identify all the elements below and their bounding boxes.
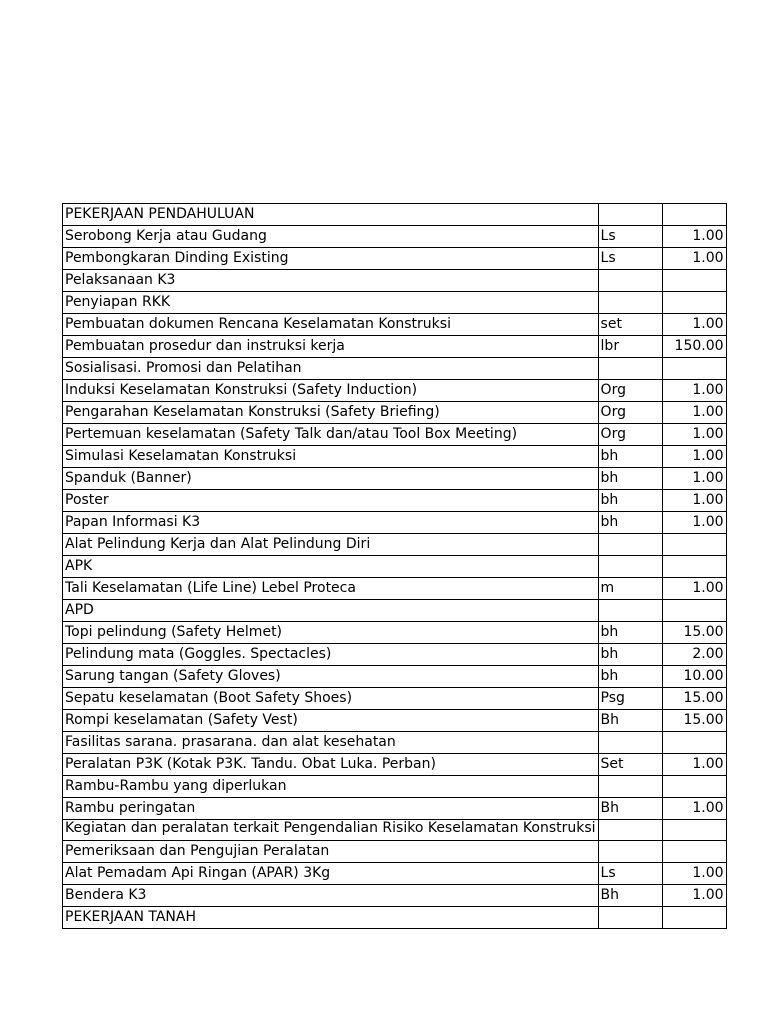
cell-unit bbox=[598, 907, 662, 929]
table-row bbox=[63, 358, 727, 380]
cell-quantity: 10.00 bbox=[662, 666, 726, 688]
table-row bbox=[63, 644, 727, 666]
table-row bbox=[63, 468, 727, 490]
cell-unit: m bbox=[598, 578, 662, 600]
cell-description: Pemeriksaan dan Pengujian Peralatan bbox=[63, 841, 599, 863]
cell-description bbox=[63, 820, 599, 841]
cell-unit: Org bbox=[598, 402, 662, 424]
cell-quantity: 1.00 bbox=[662, 512, 726, 534]
cell-quantity bbox=[662, 732, 726, 754]
table-row bbox=[63, 534, 727, 556]
table-row bbox=[63, 424, 727, 446]
table-row bbox=[63, 622, 727, 644]
cell-description: Fasilitas sarana. prasarana. dan alat kesehatan bbox=[63, 732, 599, 754]
boq-table-body bbox=[63, 204, 727, 929]
table-row bbox=[63, 380, 727, 402]
table-row bbox=[63, 863, 727, 885]
table-row bbox=[63, 270, 727, 292]
cell-unit bbox=[598, 358, 662, 380]
table-row bbox=[63, 600, 727, 622]
cell-unit: Psg bbox=[598, 688, 662, 710]
cell-quantity: 150.00 bbox=[662, 336, 726, 358]
cell-description: Rambu-Rambu yang diperlukan bbox=[63, 776, 599, 798]
cell-description: APK bbox=[63, 556, 599, 578]
cell-unit: Ls bbox=[598, 226, 662, 248]
cell-unit bbox=[598, 292, 662, 314]
cell-description: Bendera K3 bbox=[63, 885, 599, 907]
table-row bbox=[63, 314, 727, 336]
boq-table bbox=[62, 203, 727, 929]
cell-description: Sosialisasi. Promosi dan Pelatihan bbox=[63, 358, 599, 380]
cell-description: Pertemuan keselamatan (Safety Talk dan/atau Tool Box Meeting) bbox=[63, 424, 599, 446]
cell-quantity bbox=[662, 358, 726, 380]
table-row bbox=[63, 798, 727, 820]
cell-quantity: 1.00 bbox=[662, 754, 726, 776]
table-row bbox=[63, 446, 727, 468]
cell-description: Penyiapan RKK bbox=[63, 292, 599, 314]
table-row bbox=[63, 402, 727, 424]
cell-description: Simulasi Keselamatan Konstruksi bbox=[63, 446, 599, 468]
cell-unit bbox=[598, 841, 662, 863]
table-row bbox=[63, 688, 727, 710]
cell-quantity: 1.00 bbox=[662, 578, 726, 600]
table-row bbox=[63, 490, 727, 512]
cell-unit: bh bbox=[598, 666, 662, 688]
cell-description: PEKERJAAN TANAH bbox=[63, 907, 599, 929]
table-row bbox=[63, 754, 727, 776]
cell-quantity bbox=[662, 820, 726, 841]
cell-description: Spanduk (Banner) bbox=[63, 468, 599, 490]
table-row bbox=[63, 820, 727, 841]
cell-description: Tali Keselamatan (Life Line) Lebel Proteca bbox=[63, 578, 599, 600]
cell-unit: Bh bbox=[598, 798, 662, 820]
cell-description: Rambu peringatan bbox=[63, 798, 599, 820]
table-row bbox=[63, 578, 727, 600]
table-row bbox=[63, 732, 727, 754]
cell-unit: lbr bbox=[598, 336, 662, 358]
cell-unit: bh bbox=[598, 446, 662, 468]
cell-unit: bh bbox=[598, 468, 662, 490]
cell-unit bbox=[598, 776, 662, 798]
table-row bbox=[63, 556, 727, 578]
cell-quantity: 1.00 bbox=[662, 468, 726, 490]
cell-quantity: 1.00 bbox=[662, 248, 726, 270]
table-row bbox=[63, 710, 727, 732]
cell-unit: Bh bbox=[598, 885, 662, 907]
cell-quantity: 1.00 bbox=[662, 885, 726, 907]
cell-quantity: 1.00 bbox=[662, 490, 726, 512]
table-row bbox=[63, 248, 727, 270]
cell-quantity bbox=[662, 907, 726, 929]
cell-unit bbox=[598, 600, 662, 622]
table-row bbox=[63, 841, 727, 863]
cell-description: Alat Pelindung Kerja dan Alat Pelindung Diri bbox=[63, 534, 599, 556]
cell-description: Sepatu keselamatan (Boot Safety Shoes) bbox=[63, 688, 599, 710]
cell-quantity: 1.00 bbox=[662, 402, 726, 424]
cell-unit: Ls bbox=[598, 863, 662, 885]
cell-description: Sarung tangan (Safety Gloves) bbox=[63, 666, 599, 688]
cell-description: APD bbox=[63, 600, 599, 622]
table-row bbox=[63, 226, 727, 248]
cell-description: PEKERJAAN PENDAHULUAN bbox=[63, 204, 599, 226]
cell-unit: Org bbox=[598, 424, 662, 446]
cell-quantity bbox=[662, 841, 726, 863]
table-row bbox=[63, 776, 727, 798]
cell-unit: Bh bbox=[598, 710, 662, 732]
cell-unit: set bbox=[598, 314, 662, 336]
cell-description: Serobong Kerja atau Gudang bbox=[63, 226, 599, 248]
cell-unit bbox=[598, 204, 662, 226]
table-row bbox=[63, 885, 727, 907]
cell-unit: Set bbox=[598, 754, 662, 776]
cell-description: Poster bbox=[63, 490, 599, 512]
cell-quantity bbox=[662, 556, 726, 578]
cell-description: Pelaksanaan K3 bbox=[63, 270, 599, 292]
cell-quantity: 1.00 bbox=[662, 226, 726, 248]
table-row bbox=[63, 336, 727, 358]
cell-quantity bbox=[662, 600, 726, 622]
cell-quantity: 1.00 bbox=[662, 380, 726, 402]
cell-unit bbox=[598, 820, 662, 841]
cell-quantity bbox=[662, 534, 726, 556]
cell-description: Papan Informasi K3 bbox=[63, 512, 599, 534]
cell-quantity: 1.00 bbox=[662, 863, 726, 885]
cell-quantity: 15.00 bbox=[662, 688, 726, 710]
cell-quantity: 1.00 bbox=[662, 424, 726, 446]
cell-description: Pelindung mata (Goggles. Spectacles) bbox=[63, 644, 599, 666]
cell-description: Pengarahan Keselamatan Konstruksi (Safety Briefing) bbox=[63, 402, 599, 424]
cell-unit bbox=[598, 732, 662, 754]
cell-unit: Ls bbox=[598, 248, 662, 270]
cell-unit: Org bbox=[598, 380, 662, 402]
cell-quantity bbox=[662, 270, 726, 292]
cell-description-text: Kegiatan dan peralatan terkait Pengendalian Risiko Keselamatan Konstruksi bbox=[65, 819, 596, 836]
cell-quantity bbox=[662, 292, 726, 314]
cell-description: Pembuatan dokumen Rencana Keselamatan Konstruksi bbox=[63, 314, 599, 336]
cell-unit bbox=[598, 534, 662, 556]
cell-description: Alat Pemadam Api Ringan (APAR) 3Kg bbox=[63, 863, 599, 885]
table-row bbox=[63, 292, 727, 314]
cell-description: Peralatan P3K (Kotak P3K. Tandu. Obat Luka. Perban) bbox=[63, 754, 599, 776]
cell-quantity: 1.00 bbox=[662, 798, 726, 820]
cell-quantity bbox=[662, 204, 726, 226]
table-row bbox=[63, 907, 727, 929]
cell-quantity: 2.00 bbox=[662, 644, 726, 666]
table-row bbox=[63, 512, 727, 534]
cell-unit: bh bbox=[598, 490, 662, 512]
table-row bbox=[63, 204, 727, 226]
cell-unit bbox=[598, 270, 662, 292]
cell-quantity: 15.00 bbox=[662, 622, 726, 644]
cell-description: Topi pelindung (Safety Helmet) bbox=[63, 622, 599, 644]
cell-quantity bbox=[662, 776, 726, 798]
cell-quantity: 15.00 bbox=[662, 710, 726, 732]
cell-description: Induksi Keselamatan Konstruksi (Safety Induction) bbox=[63, 380, 599, 402]
cell-quantity: 1.00 bbox=[662, 446, 726, 468]
cell-description: Pembongkaran Dinding Existing bbox=[63, 248, 599, 270]
cell-quantity: 1.00 bbox=[662, 314, 726, 336]
cell-unit: bh bbox=[598, 622, 662, 644]
cell-description: Pembuatan prosedur dan instruksi kerja bbox=[63, 336, 599, 358]
cell-unit: bh bbox=[598, 644, 662, 666]
cell-unit: bh bbox=[598, 512, 662, 534]
cell-unit bbox=[598, 556, 662, 578]
table-row bbox=[63, 666, 727, 688]
cell-description: Rompi keselamatan (Safety Vest) bbox=[63, 710, 599, 732]
